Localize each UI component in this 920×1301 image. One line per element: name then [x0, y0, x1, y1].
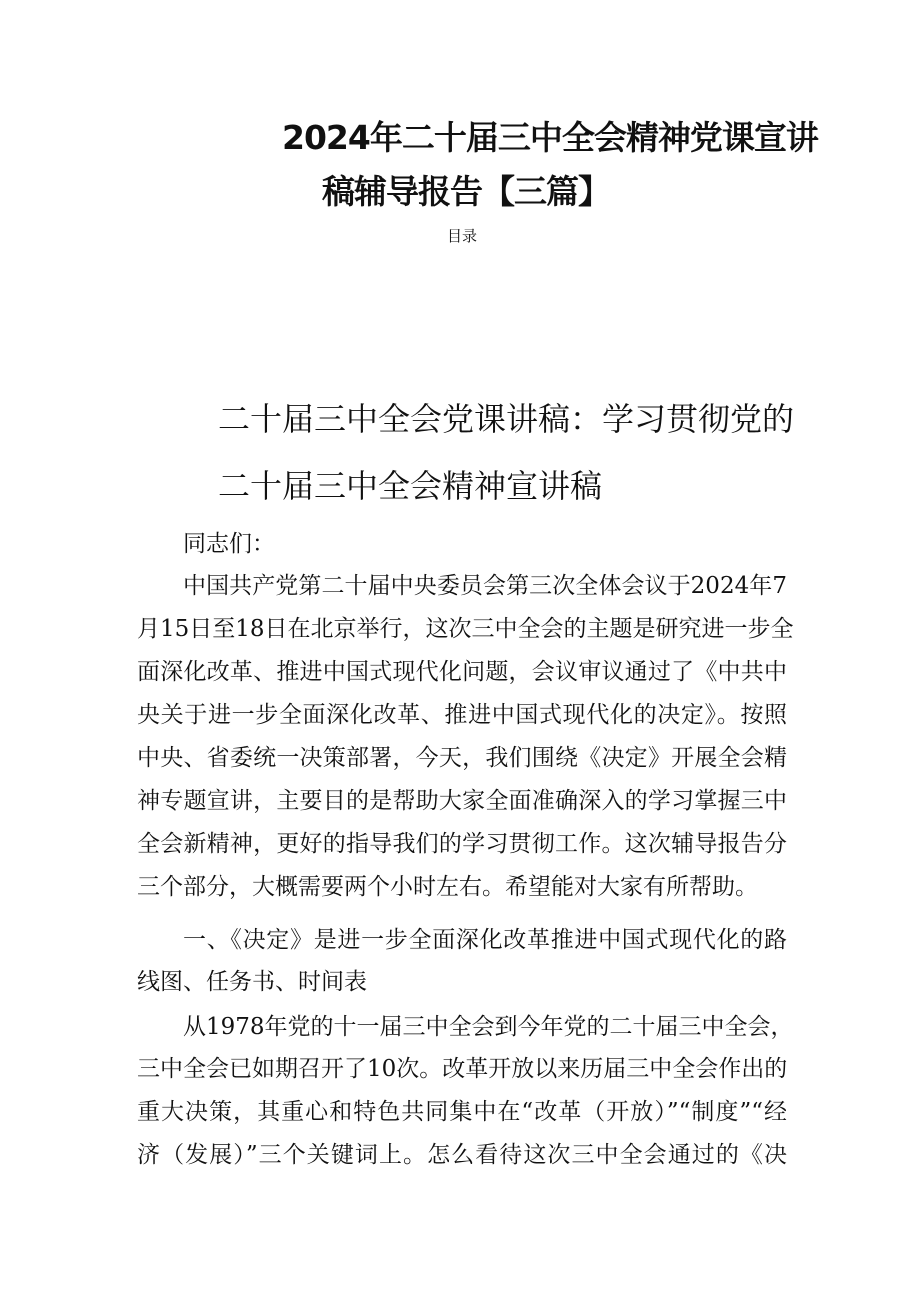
salutation: 同志们：: [183, 531, 275, 557]
paragraph-2-line: 三中全会已如期召开了10次。改革开放以来历届三中全会作出的: [137, 1056, 788, 1082]
paragraph-1-line: 全会新精神，更好的指导我们的学习贯彻工作。这次辅导报告分: [137, 831, 787, 857]
paragraph-1-line: 神专题宣讲，主要目的是帮助大家全面准确深入的学习掌握三中: [137, 788, 787, 814]
heading-1-line: 一、《决定》是进一步全面深化改革推进中国式现代化的路: [183, 927, 787, 953]
paragraph-2-line: 从1978年党的十一届三中全会到今年党的二十届三中全会，: [183, 1014, 794, 1040]
heading-1-line: 线图、任务书、时间表: [137, 969, 367, 995]
main-title-line-1: 2024年二十届三中全会精神党课宣讲: [282, 118, 818, 157]
paragraph-1-line: 中国共产党第二十届中央委员会第三次全体会议于2024年7: [183, 573, 787, 599]
section-title-line-1: 二十届三中全会党课讲稿：学习贯彻党的: [218, 400, 795, 438]
paragraph-1-line: 央关于进一步全面深化改革、推进中国式现代化的决定》。按照: [137, 702, 787, 728]
section-title-line-2: 二十届三中全会精神宣讲稿: [218, 467, 603, 505]
paragraph-1-line: 月15日至18日在北京举行，这次三中全会的主题是研究进一步全: [137, 616, 794, 642]
main-title-line-2: 稿辅导报告【三篇】: [322, 172, 610, 211]
paragraph-1-line: 三个部分，大概需要两个小时左右。希望能对大家有所帮助。: [137, 874, 758, 900]
paragraph-2-line: 济（发展）”三个关键词上。怎么看待这次三中全会通过的《决: [137, 1142, 787, 1168]
paragraph-1-line: 中央、省委统一决策部署，今天，我们围绕《决定》开展全会精: [137, 745, 787, 771]
toc-label: 目录: [447, 227, 478, 245]
paragraph-1-line: 面深化改革、推进中国式现代化问题，会议审议通过了《中共中: [137, 659, 787, 685]
paragraph-2-line: 重大决策，其重心和特色共同集中在“改革（开放）”“制度”“经: [137, 1099, 787, 1125]
